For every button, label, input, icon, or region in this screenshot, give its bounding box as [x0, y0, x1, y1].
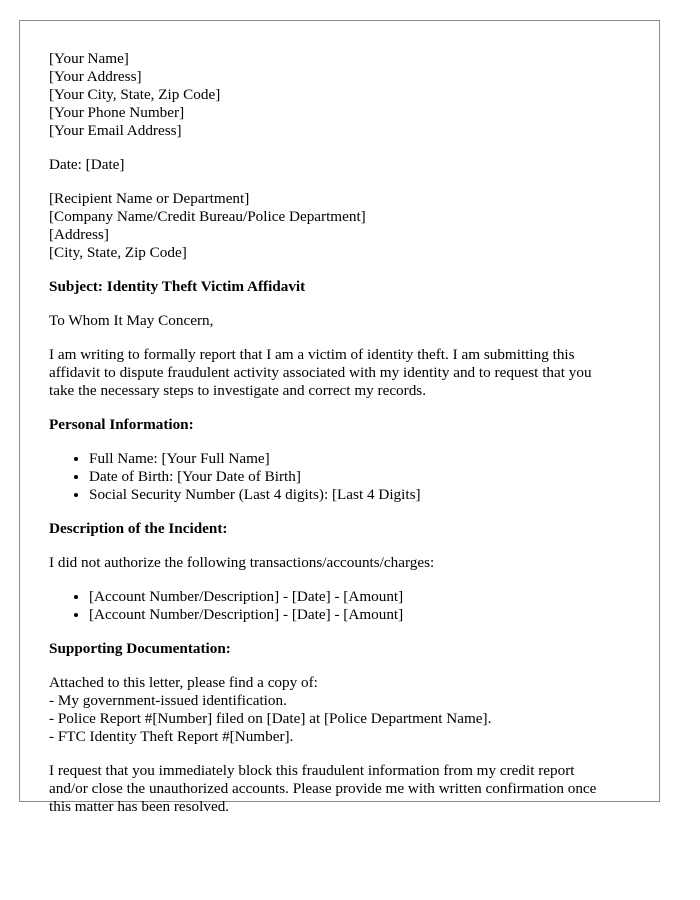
subject-line: Subject: Identity Theft Victim Affidavit [49, 278, 306, 295]
closing-line: I request that you immediately block this fraudulent information from my credit report [49, 762, 575, 779]
date-line: Date: [Date] [49, 156, 125, 173]
intro-paragraph [49, 346, 639, 400]
sender-name: [Your Name] [49, 50, 129, 67]
documentation-line: - FTC Identity Theft Report #[Number]. [49, 728, 294, 745]
closing-line: this matter has been resolved. [49, 798, 230, 815]
sender-city-state-zip: [Your City, State, Zip Code] [49, 86, 221, 103]
documentation-line: - Police Report #[Number] filed on [Date] at [Police Department Name]. [49, 710, 492, 727]
letter-body [49, 50, 639, 816]
salutation: To Whom It May Concern, [49, 312, 214, 329]
intro-line: affidavit to dispute fraudulent activity associated with my identity and to request that you [49, 364, 592, 381]
recipient-city-state-zip: [City, State, Zip Code] [49, 244, 187, 261]
list-item: • Date of Birth: [Your Date of Birth] [89, 468, 639, 486]
documentation-heading: Supporting Documentation: [49, 640, 231, 657]
documentation-line: - My government-issued identification. [49, 692, 287, 709]
personal-info-list [49, 450, 639, 504]
closing-paragraph [49, 762, 639, 816]
recipient-block [49, 190, 639, 262]
recipient-address: [Address] [49, 226, 109, 243]
recipient-name: [Recipient Name or Department] [49, 190, 250, 207]
sender-phone: [Your Phone Number] [49, 104, 185, 121]
incident-text: I did not authorize the following transactions/accounts/charges: [49, 554, 435, 571]
list-item: • Social Security Number (Last 4 digits): [Last 4 Digits] [89, 486, 639, 504]
recipient-company: [Company Name/Credit Bureau/Police Department] [49, 208, 366, 225]
closing-line: and/or close the unauthorized accounts. Please provide me with written confirmation once [49, 780, 597, 797]
sender-block [49, 50, 639, 140]
incident-list [49, 588, 639, 624]
personal-info-heading: Personal Information: [49, 416, 194, 433]
documentation-block [49, 674, 639, 746]
documentation-line: Attached to this letter, please find a copy of: [49, 674, 318, 691]
letter-page [19, 20, 660, 815]
incident-heading: Description of the Incident: [49, 520, 228, 537]
sender-email: [Your Email Address] [49, 122, 182, 139]
list-item: • [Account Number/Description] - [Date] - [Amount] [89, 588, 639, 606]
sender-address: [Your Address] [49, 68, 142, 85]
list-item: • Full Name: [Your Full Name] [89, 450, 639, 468]
intro-line: I am writing to formally report that I am a victim of identity theft. I am submitting this [49, 346, 575, 363]
intro-line: take the necessary steps to investigate and correct my records. [49, 382, 427, 399]
list-item: • [Account Number/Description] - [Date] - [Amount] [89, 606, 639, 624]
